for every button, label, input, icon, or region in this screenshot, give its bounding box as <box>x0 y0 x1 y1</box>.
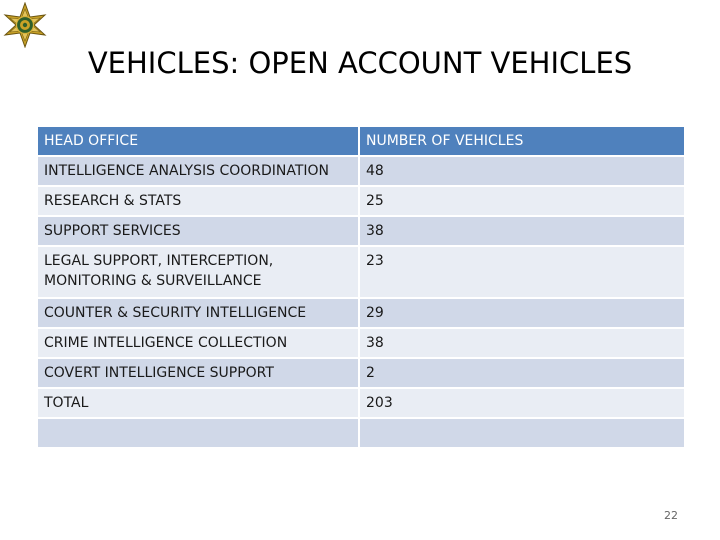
vehicle-count-cell: 25 <box>359 186 685 216</box>
column-header-head-office: HEAD OFFICE <box>37 126 359 156</box>
table-row <box>37 216 685 246</box>
vehicles-table <box>36 125 686 449</box>
office-cell: CRIME INTELLIGENCE COLLECTION <box>37 328 359 358</box>
page-title: VEHICLES: OPEN ACCOUNT VEHICLES <box>87 46 633 80</box>
table-row <box>37 246 685 298</box>
table-row <box>37 328 685 358</box>
total-row <box>37 388 685 418</box>
column-header-number-of-vehicles: NUMBER OF VEHICLES <box>359 126 685 156</box>
table-row <box>37 358 685 388</box>
police-star-emblem-icon <box>2 2 48 48</box>
vehicle-count-cell: 2 <box>359 358 685 388</box>
total-label-cell: TOTAL <box>37 388 359 418</box>
page-number: 22 <box>664 509 678 522</box>
table-row <box>37 298 685 328</box>
office-cell: LEGAL SUPPORT, INTERCEPTION, MONITORING & SURVEILLANCE <box>37 246 359 298</box>
table-header-row <box>37 126 685 156</box>
office-cell: COUNTER & SECURITY INTELLIGENCE <box>37 298 359 328</box>
vehicle-count-cell: 38 <box>359 216 685 246</box>
table-row <box>37 156 685 186</box>
office-cell: RESEARCH & STATS <box>37 186 359 216</box>
empty-cell <box>359 418 685 448</box>
vehicle-count-cell: 29 <box>359 298 685 328</box>
empty-cell <box>37 418 359 448</box>
vehicle-count-cell: 48 <box>359 156 685 186</box>
vehicle-count-cell: 23 <box>359 246 685 298</box>
vehicle-count-cell: 38 <box>359 328 685 358</box>
office-cell: COVERT INTELLIGENCE SUPPORT <box>37 358 359 388</box>
total-value-cell: 203 <box>359 388 685 418</box>
table-row <box>37 186 685 216</box>
office-cell: SUPPORT SERVICES <box>37 216 359 246</box>
office-cell: INTELLIGENCE ANALYSIS COORDINATION <box>37 156 359 186</box>
empty-row <box>37 418 685 448</box>
